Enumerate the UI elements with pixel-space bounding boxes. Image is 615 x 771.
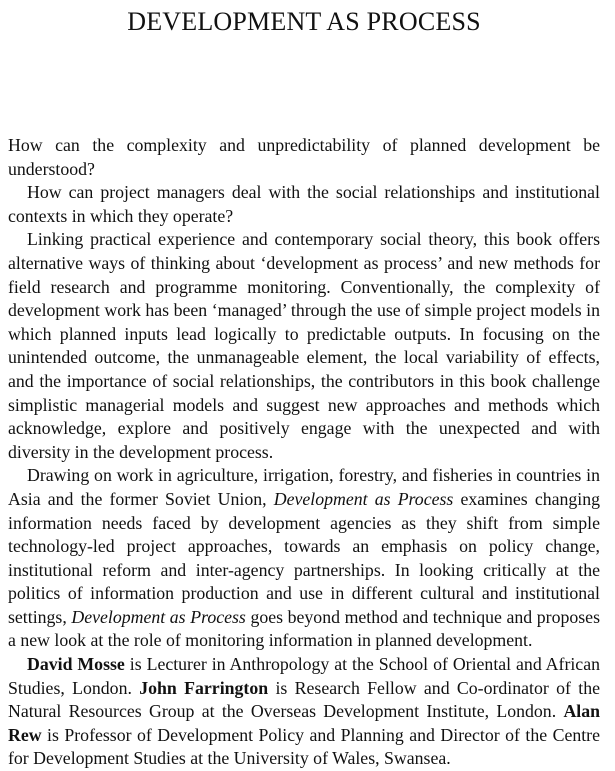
text-segment: examines changing information needs faced by development agencies as they shift from simple technology-led project approaches, towards an emphasis on policy change, institutional reform and inter-agency partnerships. In looking critically at the politics of information production and use in different cultural and institutional settings, xyxy=(8,488,600,627)
book-title-italic: Development as Process xyxy=(273,488,454,509)
paragraph-question-1: How can the complexity and unpredictability of planned development be understood? xyxy=(8,135,600,179)
page-title: DEVELOPMENT AS PROCESS xyxy=(127,7,481,36)
author-name: Alan Rew xyxy=(8,701,600,745)
author-name: John Farrington xyxy=(139,677,269,698)
paragraph-authors xyxy=(8,653,600,771)
body-text xyxy=(8,134,600,771)
page xyxy=(8,0,600,771)
paragraph-drawing-on-work xyxy=(8,464,600,653)
book-title-italic: Development as Process xyxy=(71,606,246,627)
text-segment: Drawing on work in agriculture, irrigation, forestry, and fisheries in countries in Asia and the former Soviet Union, xyxy=(8,465,600,509)
author-bio: is Research Fellow and Co-ordinator of the Natural Resources Group at the Overseas Development Institute, London. xyxy=(8,677,600,722)
author-bio: is Lecturer in Anthropology at the School of Oriental and African Studies, London. xyxy=(8,654,600,698)
paragraph-overview: Linking practical experience and contemporary social theory, this book offers alternative ways of thinking about ‘development as process’ and new methods for field research and programme monitoring. Conventionally, the complexity of development work has been ‘managed’ through the use of simple project models in which planned inputs lead logically to predictable outputs. In focusing on the unintended outcome, the unmanageable element, the local variability of effects, and the importance of social relationships, the contributors in this book challenge simplistic managerial models and suggest new approaches and methods which acknowledge, explore and positively engage with the unexpected and with diversity in the development process. xyxy=(8,229,600,462)
author-name: David Mosse xyxy=(27,654,125,675)
paragraph-question-2: How can project managers deal with the social relationships and institutional contexts in which they operate? xyxy=(8,182,600,226)
author-bio: is Professor of Development Policy and Planning and Director of the Centre for Development Studies at the University of Wales, Swansea. xyxy=(8,724,600,769)
text-segment: goes beyond method and technique and proposes a new look at the role of monitoring information in planned development. xyxy=(8,606,600,651)
